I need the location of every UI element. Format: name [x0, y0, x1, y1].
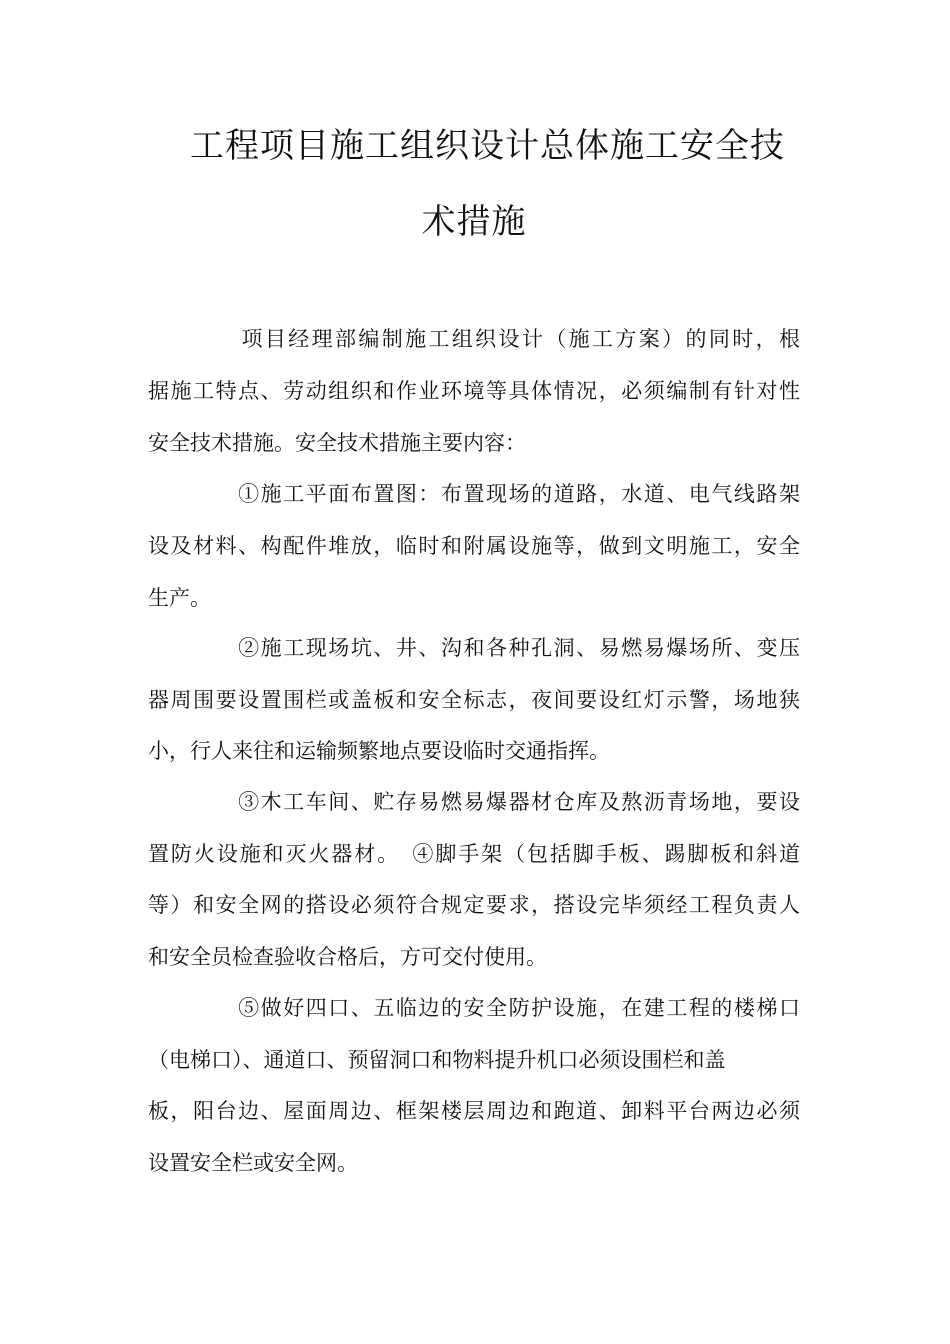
paragraph-line: 等）和安全网的搭设必须符合规定要求，搭设完毕须经工程负责人 — [148, 893, 800, 917]
paragraph-line: 安全技术措施。安全技术措施主要内容： — [148, 431, 526, 455]
document-title-line-2: 术措施 — [421, 202, 527, 242]
paragraph-line: ⑤做好四口、五临边的安全防护设施，在建工程的楼梯口 — [148, 996, 800, 1020]
paragraph-line: 设置安全栏或安全网。 — [148, 1151, 358, 1175]
paragraph-line: 生产。 — [148, 586, 211, 610]
paragraph-line: 据施工特点、劳动组织和作业环境等具体情况，必须编制有针对性 — [148, 379, 800, 403]
document-title-line-1: 工程项目施工组织设计总体施工安全技 — [190, 126, 785, 166]
paragraph-line: ②施工现场坑、井、沟和各种孔洞、易燃易爆场所、变压 — [148, 636, 800, 660]
paragraph-line: 置防火设施和灭火器材。 ④脚手架（包括脚手板、踢脚板和斜道 — [148, 842, 800, 866]
paragraph-line: 器周围要设置围栏或盖板和安全标志，夜间要设红灯示警，场地狭 — [148, 688, 800, 712]
paragraph-line: 小，行人来往和运输频繁地点要设临时交通指挥。 — [148, 739, 610, 763]
paragraph-line: 项目经理部编制施工组织设计（施工方案）的同时，根 — [148, 327, 800, 351]
paragraph-line: （电梯口）、通道口、预留洞口和物料提升机口必须设围栏和盖 — [148, 1048, 726, 1072]
paragraph-line: ③木工车间、贮存易燃易爆器材仓库及熬沥青场地，要设 — [148, 790, 800, 814]
paragraph-line: 板，阳台边、屋面周边、框架楼层周边和跑道、卸料平台两边必须 — [148, 1099, 800, 1123]
paragraph-line: ①施工平面布置图：布置现场的道路，水道、电气线路架 — [148, 482, 800, 506]
paragraph-line: 设及材料、构配件堆放，临时和附属设施等，做到文明施工，安全 — [148, 534, 800, 558]
paragraph-line: 和安全员检查验收合格后，方可交付使用。 — [148, 945, 547, 969]
